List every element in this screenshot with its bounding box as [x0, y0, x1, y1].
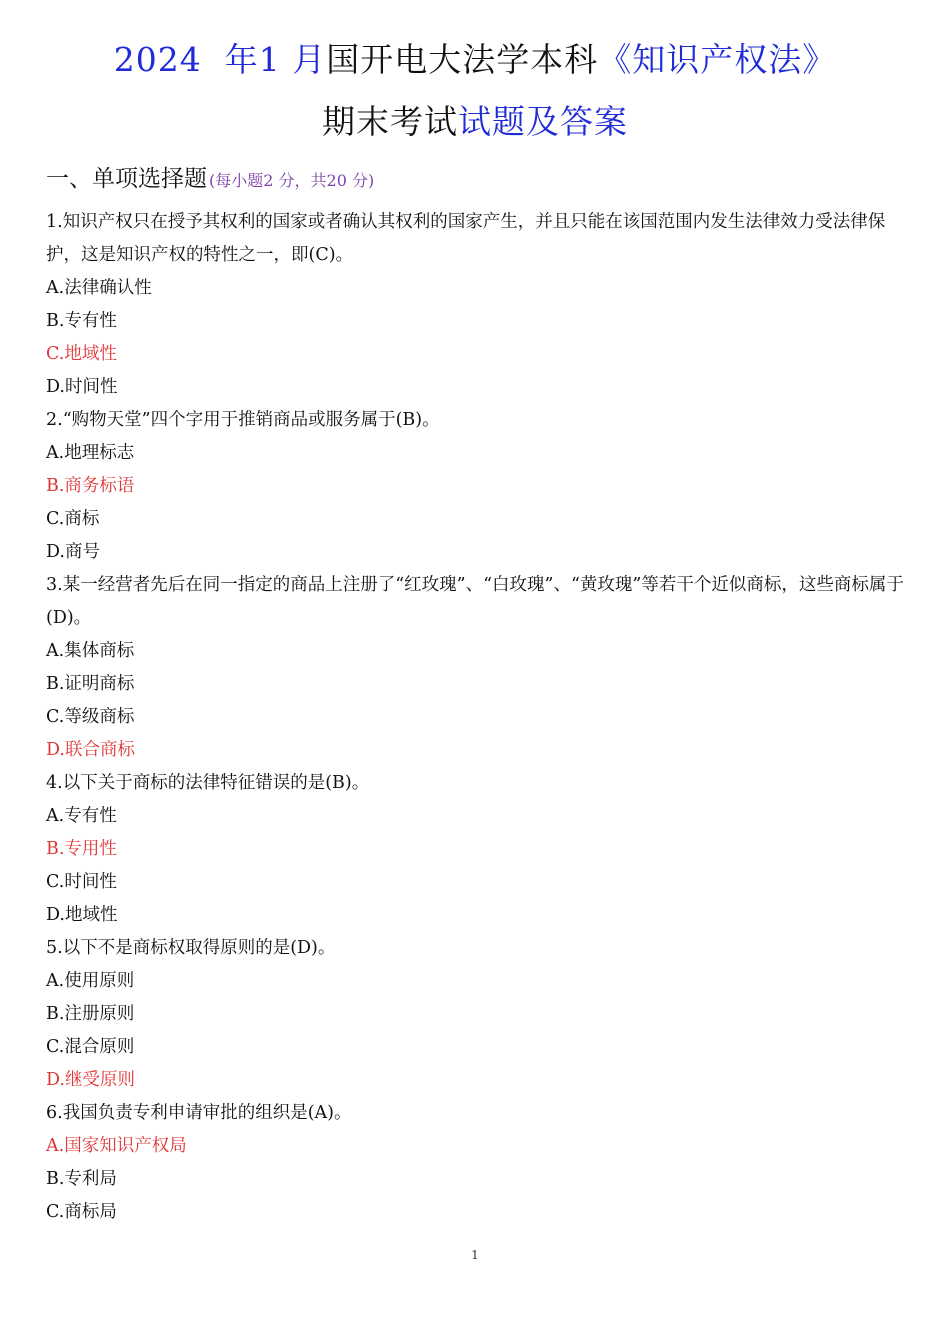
section-score-note: (每小题2 分，共20 分) — [209, 171, 375, 190]
question-stem: 3.某一经营者先后在同一指定的商品上注册了“红玫瑰”、“白玫瑰”、“黄玫瑰”等若干个近似商标，这些商标属于(D)。 — [46, 575, 904, 628]
option: A.法律确认性 — [46, 278, 152, 298]
option: C.混合原则 — [46, 1037, 135, 1057]
title-part1: 期末考试 — [322, 102, 458, 141]
option: C.商标 — [46, 509, 100, 529]
option: B.注册原则 — [46, 1004, 135, 1024]
question-stem: 4.以下关于商标的法律特征错误的是(B)。 — [46, 773, 370, 793]
title-month-suffix: 月 — [292, 40, 327, 79]
option: B.专有性 — [46, 311, 117, 331]
option: A.使用原则 — [46, 971, 135, 991]
title-year-suffix: 年 — [224, 40, 259, 79]
option-answer: D.继受原则 — [46, 1070, 135, 1090]
title-line-1 — [0, 34, 950, 81]
section-title: 一、单项选择题 — [46, 166, 207, 192]
option: A.地理标志 — [46, 443, 135, 463]
option: A.专有性 — [46, 806, 117, 826]
title-school: 国开电大法学本科 — [326, 40, 599, 79]
option: D.时间性 — [46, 377, 118, 397]
option-answer: B.商务标语 — [46, 476, 135, 496]
option: B.专利局 — [46, 1169, 117, 1189]
question-stem: 2.“购物天堂”四个字用于推销商品或服务属于(B)。 — [46, 410, 440, 430]
page-number: 1 — [471, 1248, 479, 1262]
question-list — [46, 206, 912, 1229]
option: A.集体商标 — [46, 641, 135, 661]
question-stem: 1.知识产权只在授予其权利的国家或者确认其权利的国家产生，并且只能在该国范围内发生法律效力受法律保护，这是知识产权的特性之一，即(C)。 — [46, 212, 886, 265]
title-course: 《知识产权法》 — [598, 40, 837, 79]
option: C.等级商标 — [46, 707, 135, 727]
title-month: 1 — [258, 40, 281, 79]
option-answer: C.地域性 — [46, 344, 117, 364]
title-line-2 — [0, 96, 950, 143]
title-year: 2024 — [113, 40, 202, 79]
question-stem: 6.我国负责专利申请审批的组织是(A)。 — [46, 1103, 352, 1123]
title-part2: 试题及答案 — [458, 102, 628, 141]
option: D.地域性 — [46, 905, 118, 925]
option: C.时间性 — [46, 872, 117, 892]
section-heading — [46, 160, 374, 193]
option-answer: A.国家知识产权局 — [46, 1136, 187, 1156]
option-answer: D.联合商标 — [46, 740, 135, 760]
option: D.商号 — [46, 542, 100, 562]
option: B.证明商标 — [46, 674, 135, 694]
question-stem: 5.以下不是商标权取得原则的是(D)。 — [46, 938, 336, 958]
option-answer: B.专用性 — [46, 839, 117, 859]
option: C.商标局 — [46, 1202, 117, 1222]
